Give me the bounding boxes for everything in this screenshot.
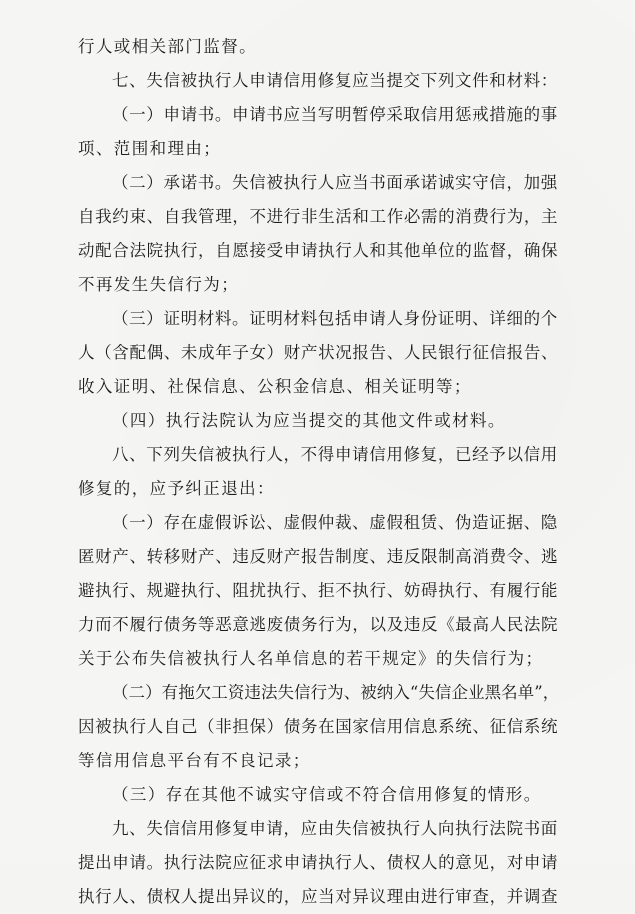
text-line-13: 八、下列失信被执行人，不得申请信用修复，已经予以信用: [112, 445, 558, 464]
text-line-11: 收入证明、社保信息、公积金信息、相关证明等；: [78, 377, 472, 396]
text-line-21: 因被执行人自己（非担保）债务在国家信用信息系统、征信系统: [78, 717, 559, 736]
text-line-4: 项、范围和理由；: [78, 139, 222, 158]
text-line-17: 避执行、规避执行、阻扰执行、拒不执行、妨碍执行、有履行能: [78, 581, 559, 600]
text-line-10: 人（含配偶、未成年子女）财产状况报告、人民银行征信报告、: [78, 343, 559, 362]
text-line-26: 执行人、债权人提出异议的，应当对异议理由进行审查，并调查: [78, 887, 559, 906]
text-line-22: 等信用信息平台有不良记录；: [78, 751, 311, 770]
text-line-8: 不再发生失信行为；: [78, 275, 240, 294]
text-line-6: 自我约束、自我管理，不进行非生活和工作必需的消费行为，主: [78, 207, 559, 226]
text-line-23: （三）存在其他不诚实守信或不符合信用修复的情形。: [112, 785, 542, 804]
text-line-24: 九、失信信用修复申请，应由失信被执行人向执行法院书面: [112, 819, 558, 838]
text-line-15: （一）存在虚假诉讼、虚假仲裁、虚假租赁、伪造证据、隐: [112, 513, 558, 532]
text-line-3: （一）申请书。申请书应当写明暂停采取信用惩戒措施的事: [112, 105, 558, 124]
text-line-1: 行人或相关部门监督。: [78, 37, 257, 56]
text-line-2: 七、失信被执行人申请信用修复应当提交下列文件和材料：: [112, 71, 558, 90]
text-line-19: 关于公布失信被执行人名单信息的若干规定》的失信行为；: [78, 649, 544, 668]
text-line-5: （二）承诺书。失信被执行人应当书面承诺诚实守信，加强: [112, 173, 558, 192]
text-line-7: 动配合法院执行，自愿接受申请执行人和其他单位的监督，确保: [78, 241, 559, 260]
text-line-16: 匿财产、转移财产、违反财产报告制度、违反限制高消费令、逃: [78, 547, 559, 566]
text-line-18: 力而不履行债务等恶意逃废债务行为，以及违反《最高人民法院: [78, 615, 559, 634]
document-body: [78, 30, 560, 914]
text-line-20: （二）有拖欠工资违法失信行为、被纳入“失信企业黑名单”，: [112, 683, 560, 702]
text-line-9: （三）证明材料。证明材料包括申请人身份证明、详细的个: [112, 309, 558, 328]
text-line-25: 提出申请。执行法院应征求申请执行人、债权人的意见，对申请: [78, 853, 559, 872]
text-line-12: （四）执行法院认为应当提交的其他文件或材料。: [112, 411, 506, 430]
text-line-14: 修复的，应予纠正退出：: [78, 479, 275, 498]
